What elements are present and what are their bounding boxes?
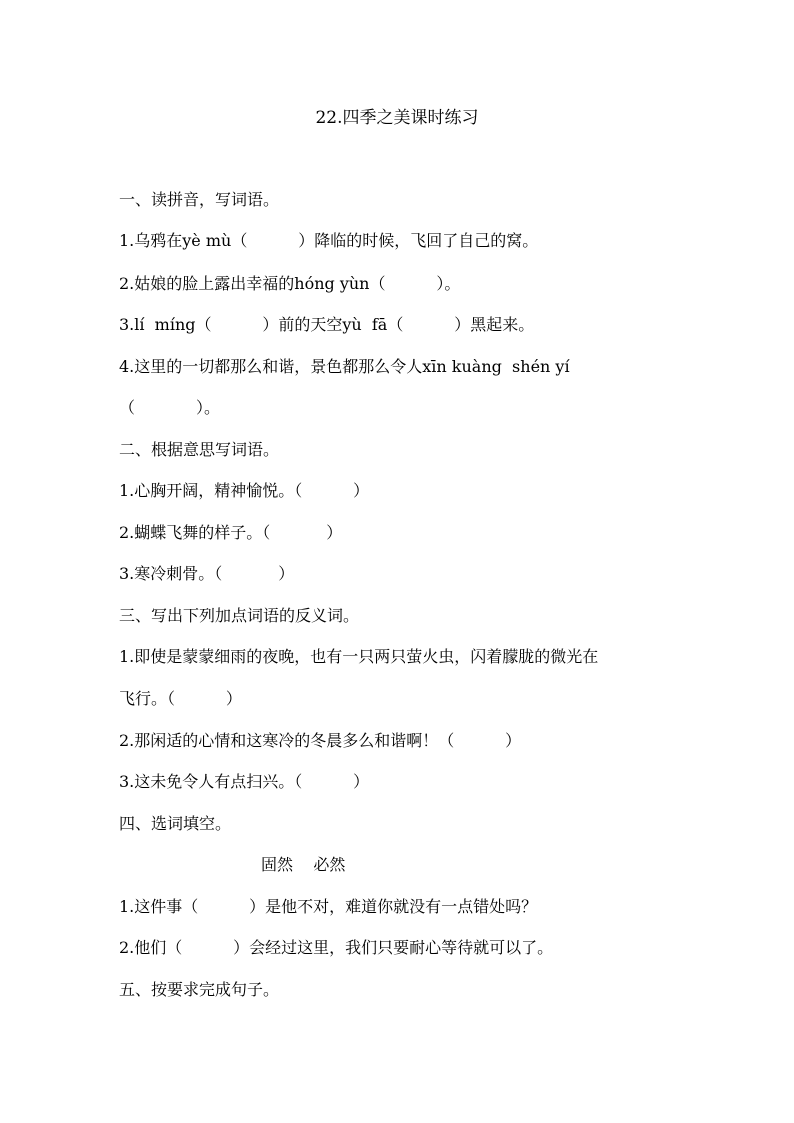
question-1-4-line2: （ ）。 (119, 398, 221, 417)
question-3-1-line1: 1.即使是蒙蒙细雨的夜晚，也有一只两只萤火虫，闪着朦胧的微光在 (119, 647, 599, 666)
question-3-3: 3.这未免令人有点扫兴。（ ） (119, 772, 370, 791)
question-4-2: 2.他们（ ）会经过这里，我们只要耐心等待就可以了。 (119, 938, 554, 957)
question-3-2: 2.那闲适的心情和这寒冷的冬晨多么和谐啊！（ ） (119, 731, 522, 750)
section-heading-4: 四、选词填空。 (119, 814, 232, 833)
section-heading-3: 三、写出下列加点词语的反义词。 (119, 606, 360, 625)
question-2-1: 1.心胸开阔，精神愉悦。（ ） (119, 481, 370, 500)
question-4-1: 1.这件事（ ）是他不对，难道你就没有一点错处吗？ (119, 897, 538, 916)
question-1-1: 1.乌鸦在yè mù（ ）降临的时候，飞回了自己的窝。 (119, 231, 539, 250)
section-heading-2: 二、根据意思写词语。 (119, 440, 280, 459)
section-heading-1: 一、读拼音，写词语。 (119, 190, 280, 209)
page-title: 22.四季之美课时练习 (315, 108, 479, 128)
word-choices: 固然 必然 (261, 855, 346, 874)
section-heading-5: 五、按要求完成句子。 (119, 980, 280, 999)
question-1-4-line1: 4.这里的一切都那么和谐，景色都那么令人xīn kuàng shén yí (119, 357, 570, 376)
question-1-2: 2.姑娘的脸上露出幸福的hóng yùn（ ）。 (119, 274, 461, 293)
question-2-2: 2.蝴蝶飞舞的样子。（ ） (119, 523, 343, 542)
question-2-3: 3.寒冷刺骨。（ ） (119, 564, 295, 583)
question-3-1-line2: 飞行。（ ） (119, 689, 242, 708)
question-1-3: 3.lí míng（ ）前的天空yù fā（ ）黑起来。 (119, 315, 535, 334)
